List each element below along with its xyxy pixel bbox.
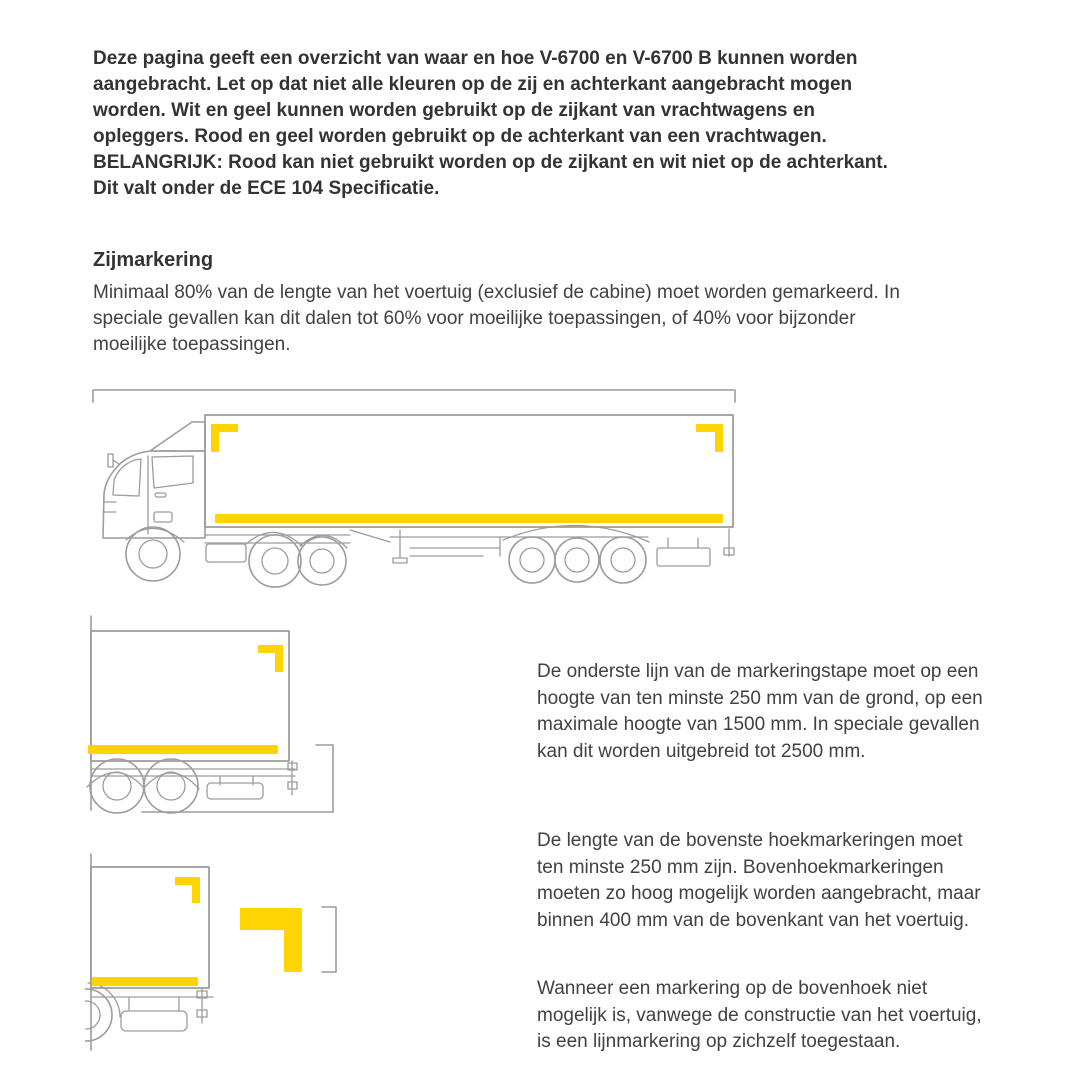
- note-corner-marking-length: De lengte van de bovenste hoekmarkeringen moet ten minste 250 mm zijn. Bovenhoekmarkeringen moeten zo hoog mogelijk worden aangebracht, maar binnen 400 mm van de bovenkant van het voertuig.: [537, 830, 981, 931]
- roof-deflector: [150, 422, 205, 451]
- tractor-cab: [103, 422, 205, 538]
- landing-gear-foot: [393, 558, 407, 563]
- trailer-frame-rails: [390, 537, 648, 556]
- corner-marking-enlarged: [240, 908, 302, 972]
- mirror: [108, 454, 113, 467]
- bottom-marking-line: [215, 514, 723, 523]
- trailer-underside-diagonal: [350, 530, 390, 542]
- wheels: [90, 759, 198, 813]
- underride-legs: [668, 538, 698, 548]
- grille-lines: [103, 502, 116, 512]
- trailer-box: [205, 415, 733, 527]
- mirror-arm: [113, 460, 119, 464]
- truck-full-side-figure: [88, 372, 748, 600]
- chassis: [126, 525, 734, 566]
- underride-legs: [129, 997, 179, 1011]
- fuel-tank: [206, 544, 246, 562]
- corner-length-bracket: [322, 907, 336, 972]
- note-line-marking-allowed: Wanneer een markering op de bovenhoek niet mogelijk is, vanwege de constructie van het voertuig, is een lijnmarkering op zichzelf toegestaan.: [537, 978, 982, 1052]
- windshield: [113, 459, 141, 496]
- note-bottom-line-height: De onderste lijn van de markeringstape moet op een hoogte van ten minste 250 mm van de grond, op een maximale hoogte van 1500 mm. In speciale gevallen kan dit worden uitgebreid tot 2500 mm.: [537, 661, 983, 762]
- chassis: [88, 983, 213, 1031]
- wheels: [126, 527, 646, 587]
- chassis: [87, 761, 297, 799]
- bottom-marking-line: [88, 745, 278, 754]
- trailer-fender: [503, 525, 649, 542]
- section-body-paragraph: Minimaal 80% van de lengte van het voertuig (exclusief de cabine) moet worden gemarkeerd. In speciale gevallen kan dit dalen tot 60% voor moeilijke toepassingen, of 40% voor bijzonder moeilijke toepassingen.: [93, 282, 900, 355]
- side-window: [152, 456, 193, 488]
- truck-corner-marking-detail-figure: [85, 845, 345, 1080]
- underride-guard: [207, 783, 263, 799]
- door-handle: [155, 493, 166, 497]
- truck-rear-height-figure: [85, 605, 345, 820]
- rear-underride-step: [657, 548, 710, 566]
- underride-guard: [121, 1011, 187, 1031]
- bottom-marking-line: [92, 977, 198, 986]
- body-box: [91, 867, 209, 988]
- intro-paragraph: Deze pagina geeft een overzicht van waar en hoe V-6700 en V-6700 B kunnen worden aangebracht. Let op dat niet alle kleuren op de zij en achterkant aangebracht mogen worden. Wit en geel kunnen worden gebruikt op de zijkant van vrachtwagens en opleggers. Rood en geel worden gebruikt op de achterkant van een vrachtwagen. BELANGRIJK: Rood kan niet gebruikt worden op de zijkant en wit niet op de achterkant. Dit valt onder de ECE 104 Specificatie.: [93, 48, 888, 199]
- section-heading-zijmarkering: Zijmarkering: [93, 248, 214, 271]
- cab-step-box: [154, 512, 172, 522]
- length-bracket: [93, 390, 735, 402]
- underride-legs: [220, 776, 253, 785]
